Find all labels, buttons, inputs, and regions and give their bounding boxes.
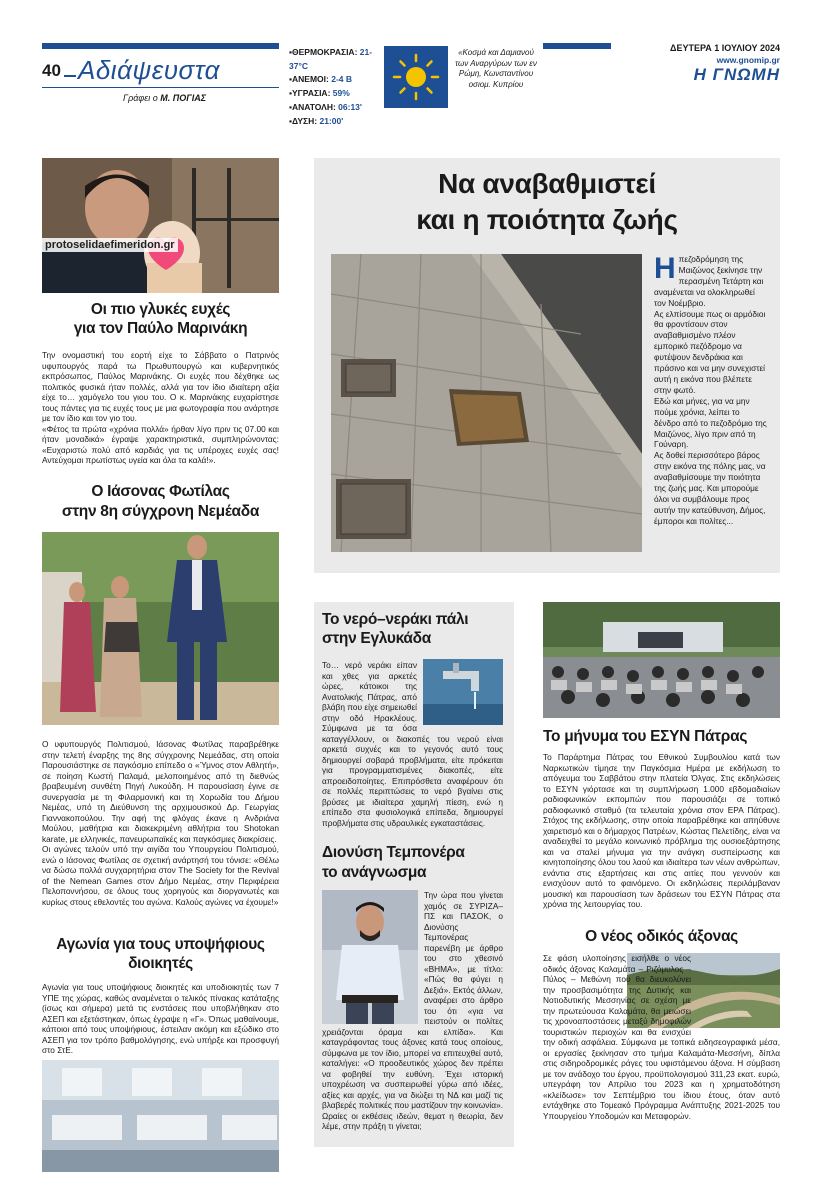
header-underline bbox=[42, 87, 279, 88]
fotilas-headline: Ο Ιάσονας Φωτίλας στην 8η σύγχρονη Νεμέαδα bbox=[61, 483, 260, 520]
nameday-text: «Κοσμά και Δαμιανού των Αναργύρων των εν Ρώμη, Κωνσταντίνου οσιομ. Κυπρίου bbox=[455, 48, 537, 89]
water-float-spacer bbox=[417, 660, 503, 728]
byline-prefix: Γράφει ο bbox=[123, 93, 158, 103]
fotilas-photo-art bbox=[42, 532, 279, 725]
water-body: Το… νερό νεράκι είπαν και χθες για αρκετές ώρες, κάτοικοι της Ανατολικής Πάτρας, από βλάβη που είχε σημειωθεί στην οδό Ηρακλέους. Σύμφωνα με τα όσα καταγγέλλουν, οι διακοπές του νερού είναι αρκετά συχνές και το γεγονός αυτό τους δημιουργεί σοβαρά προβλήματα, είτε πρόκειται για προγραμματισμένες διακοπές, είτε απροειδοποίητες. Επιπρόσθετα αναφέρουν ότι σε πολλές περιπτώσεις το νερό βγαίνει στις βρύσες με ιδιαίτερα χαμηλή πίεση, ενώ η επίπεδο στα φυσιολογικά επίπεδα, δημιουργεί προβλήματα στις υδραυλικές εγκαταστάσεις. bbox=[322, 660, 503, 828]
road-body: Σε φάση υλοποίησης εισήλθε ο νέος οδικός άξονας Καλαμάτα – Ριζόμυλος – Πύλος – Μεθώνη που θα διευκολύνει την προσβασιμότητα της Δυτικής και Νοτιοδυτικής Μεσσηνίας σε σχέση με την πρωτεύουσα Καλαμάτα, θα μειώσει τις χρονοαποστάσεις μεταξύ δημοφιλών τουριστικών περιοχών και θα ενισχύει την οδική ασφάλεια. Σύμφωνα με τοπικά ειδησεογραφικά μέσα, οι εργασίες ξεκίνησαν στο τμήμα Καλαμάτα-Μεσσήνη, δίπλα στις σιδηροδρομικές ράγες του υφιστάμενου άξονα. Η σύμβαση με τον ανάδοχο του έργου, προϋπολογισμού 311,23 εκατ. ευρώ, υπεγράφη τον Απρίλιο του 2023 και η χρηματοδότηση «κλείδωσε» τον Σεπτέμβριο του ίδιου έτους, όταν αυτό εντάχθηκε στο Τομεακό Πρόγραμμα Ανάπτυξης 2021-2025 του Υπουργείου Υποδομών και Μεταφορών. bbox=[543, 953, 780, 1121]
tempo-float-spacer bbox=[322, 890, 424, 1024]
weather-row: ▪ΑΝΑΤΟΛΗ: 06:13' bbox=[289, 101, 362, 112]
esyn-photo-art bbox=[543, 602, 780, 718]
hospital-photo-art bbox=[42, 1060, 279, 1172]
esyn-body: Το Παράρτημα Πάτρας του Εθνικού Συμβουλίου κατά των Ναρκωτικών τίμησε την Παγκόσμια Ημέρα με εκδήλωση το απόγευμα του Σαββάτου στην πλατεία Όλγας. Στις εκδηλώσεις το ΕΣΥΝ γιόρτασε και τη συμπλήρωση 1.000 εβδομαδιαίων ραδιοφωνικών εκπομπών που παρουσιάζει σε τοπικό ραδιοφωνικό σταθμό (τα τελευταία χρόνια στον ΕΡΑ Πάτρας). Στόχος της εκδήλωσης, στην οποία παραβρέθηκε και απηύθυνε χαιρετισμό και ο δήμαρχος Πατρέων, Κώστας Πελετίδης, είναι να αναδειχθεί το μεγάλο κοινωνικό πρόβλημα της ουσιοεξάρτησης και να σταλεί μήνυμα για την ανάγκη συσπείρωσης και κινητοποίησης όλου του λαού και ιδιαίτερα των νέων ανθρώπων, ενάντια στις εξαρτήσεις και στις αιτίες που γεννούν και ενισχύουν αυτό το φαινόμενο. Οι εκδηλώσεις περιλάμβαναν μουσική και παρουσίαση των δράσεων του ΕΣΥΝ Πάτρας στα χρόνια της λειτουργίας του. bbox=[543, 752, 780, 909]
fotilas-body: Ο υφυπουργός Πολιτισμού, Ιάσονας Φωτίλας παραβρέθηκε στην τελετή έναρξης της 8ης σύγχρονης Νεμεάδας, στη οποία Παρουσιάστηκε σε παγκόσμιο επίπεδο ο «Ύμνος στον Αθλητή», σε ποίηση Κωστή Παλαμά, μελοποιημένος από τη διεθνώς βραβευμένη συνθέτη Πηγή Λυκούδη. Η παρουσίαση έγινε σε συνεργασία με τη Φιλαρμονική και τη Χορωδία του Δήμου Νεμέας, υπό τη Διεύθυνση της αρχιμουσικού Δρ. Γεωργίας Γιαννακοπούλου. Την αφή της φλόγας έκανε η Ανδριάνα Μούλου, μαθήτρια και διακεκριμένη αθλήτρια του Shotokan karate, με ελληνικές, πανευρωπαϊκές και παγκόσμιες διακρίσεις. Οι αγώνες τελούν υπό την αιγίδα του Υπουργείου Πολιτισμού, ενώ ο Ιάσονας Φωτίλας σε σχετική ανάρτησή του τόνισε: «Θέλω να δώσω πολλά συγχαρητήρια στον The Society for the Revival of the Nemean Games στον Δήμο Νεμέας, στην Περιφέρεια Πελοποννήσου, σε όλους τους χορηγούς και διοργανωτές και κυρίως στους εθελοντές του αγώνα. Καλούς αγώνες να έχουμε!» bbox=[42, 739, 279, 907]
section-title: Αδιάψευστα bbox=[78, 55, 220, 85]
weather-row: ▪ΘΕΡΜΟΚΡΑΣΙΑ: 21-37°C bbox=[289, 47, 373, 71]
section-dash bbox=[64, 75, 76, 77]
tempo-headline: Διονύση Τεμπονέρα το ανάγνωσμα bbox=[322, 844, 465, 881]
byline-author: Μ. ΠΟΓΙΑΣ bbox=[160, 93, 207, 103]
quality-headline: Να αναβαθμιστεί και η ποιότητα ζωής bbox=[416, 168, 678, 235]
esyn-headline: Το μήνυμα του ΕΣΥΝ Πάτρας bbox=[543, 728, 748, 745]
header-rule-right bbox=[543, 43, 611, 49]
website-link[interactable]: www.gnomip.gr bbox=[716, 55, 780, 65]
road-headline: Ο νέος οδικός άξονας bbox=[585, 928, 738, 945]
hospital-photo bbox=[42, 1060, 279, 1172]
byline bbox=[123, 93, 206, 103]
quality-body: Ηπεζοδρόμηση της Μαιζώνος ξεκίνησε την περασμένη Τετάρτη και αναμένεται να ολοκληρωθεί τον Νοέμβριο. Ας ελπίσουμε πως οι αρμόδιοι θα φροντίσουν στον αναβαθμισμένο πλέον εμπορικό πεζόδρομο να φυτέψουν δενδράκια και πράσινο και να μην συνεχιστεί αυτή η εικόνα που βλέπετε στην φωτό. Εδώ και μήνες, για να μην πούμε χρόνια, λείπει το δένδρο από το πεζοδρόμιο της Μαιζώνος, λίγο πριν από τη Γούναρη. Ας δοθεί περισσότερο βάρος στην εικόνα της πόλης μας, να αναβαθμίσουμε την ποιότητα της ζωής μας. Και μπορούμε όλοι να συμβάλουμε προς αυτήν την κατεύθυνση, Δήμος, έμποροι και πολίτες... bbox=[654, 252, 767, 526]
esyn-photo bbox=[543, 602, 780, 718]
page-number: 40 bbox=[42, 61, 61, 80]
quality-dropcap: Η bbox=[654, 252, 676, 285]
fotilas-photo bbox=[42, 532, 279, 725]
marinakis-photo-art bbox=[42, 158, 279, 293]
header-rule-left bbox=[42, 43, 279, 49]
agonia-headline: Αγωνία για τους υποψήφιους διοικητές bbox=[56, 936, 265, 972]
issue-date: ΔΕΥΤΕΡΑ 1 ΙΟΥΛΙΟΥ 2024 bbox=[669, 43, 780, 53]
weather-row: ▪ΥΓΡΑΣΙΑ: 59% bbox=[289, 88, 350, 99]
weather-row: ▪ΔΥΣΗ: 21:00' bbox=[289, 115, 344, 126]
watermark: protoselidaefimeridon.gr bbox=[42, 238, 178, 252]
water-headline: Το νερό–νεράκι πάλι στην Εγλυκάδα bbox=[322, 611, 469, 647]
tempo-body: Την ώρα που γίνεται χαμός σε ΣΥΡΙΖΑ–ΠΣ και ΠΑΣΟΚ, ο Διονύσης Τεμπονέρας παρενέβη με άρθρο του στο χθεσινό «ΒΗΜΑ», με τίτλο: «Πώς θα φύγει η Δεξιά». Εκτός άλλων, αναφέρει στο άρθρο του ότι «για να πειστούν οι πολίτες χρειάζονται όραμα και ελπίδα». Και καταγράφοντας τους άξονες κατά τους οποίους, σύμφωνα με τον ίδιο, μπορεί να επιτευχθεί αυτό, καταλήγει: «Ο προοδευτικός χώρος δεν πρέπει να φοβηθεί την ευθύνη. Έχει ιστορική υποχρέωση να συσπειρωθεί γύρω από ιδέες, αξίες και αρχές, για να διώξει τη ΝΔ και μαζί τις βλαβερές πολιτικές που μαστίζουν την κοινωνία». Ωραίες οι εκθέσεις ιδεών, θεματ η θεωρία, δεν λέμε, στην πράξη τι γίνεται; bbox=[322, 890, 503, 1131]
weather-box bbox=[289, 46, 381, 128]
pavlos-headline: Οι πιο γλυκές ευχές για τον Παύλο Μαρινάκη bbox=[73, 301, 248, 337]
sun-icon bbox=[384, 46, 448, 108]
marinakis-photo bbox=[42, 158, 279, 293]
pavlos-body: Την ονομαστική του εορτή είχε το Σάββατο ο Πατρινός υφυπουργός παρά τω Πρωθυπουργώ και κυβερνητικός εκπρόσωπος, Παύλος Μαρινάκης. Οι ευχές που δέχθηκε ως πολιτικός φυσικά ήταν πολλές, αλλά για τον ίδιο ιδιαίτερη αξία είχε το… χαμόγελο του γιου του. Ο κ. Μαρινάκης ευχαρίστησε τους πάντες για τις ευχές τους με μια φωτογραφία που ανάρτησε με τον ίδιο και τον γιο του. «Φέτος τα πρώτα «χρόνια πολλά» ήρθαν λίγο πριν τις 07.00 και ήταν μοναδικά» έγραψε χαρακτηριστικά, συμπληρώνοντας: «Ευχαριστώ πολύ από καρδιάς για τις υπέροχες ευχές σας! Αντεύχομαι πρωτίστως υγεία και όλα τα καλά!». bbox=[42, 350, 279, 465]
sidewalk-photo-art bbox=[331, 254, 642, 552]
road-float-spacer bbox=[691, 953, 780, 1031]
weather-icon-box bbox=[384, 46, 448, 108]
agonia-body: Αγωνία για τους υποψήφιους διοικητές και υποδιοικητές των 7 ΥΠΕ της χώρας, καθώς αναμένεται ο τελικός πίνακας κατάταξης (ίσως και σήμερα) μετά τις ενστάσεις που υποβλήθηκαν στο ΑΣΕΠ και εξετάστηκαν, όπως έγραψε η «Γ». Όπως μαθαίνουμε, κάποιοι από τους υποψήφιους, έστειλαν ακόμη και εξώδικο στο ΑΣΕΠ για τον τρόπο βαθμολόγησης, ενώ υπήρξε και προσφυγή στο ΣτΕ. bbox=[42, 982, 279, 1055]
sidewalk-photo bbox=[331, 254, 642, 552]
weather-row: ▪ΑΝΕΜΟΙ: 2-4 B bbox=[289, 74, 353, 85]
newspaper-logo: Η ΓΝΩΜΗ bbox=[693, 65, 780, 84]
